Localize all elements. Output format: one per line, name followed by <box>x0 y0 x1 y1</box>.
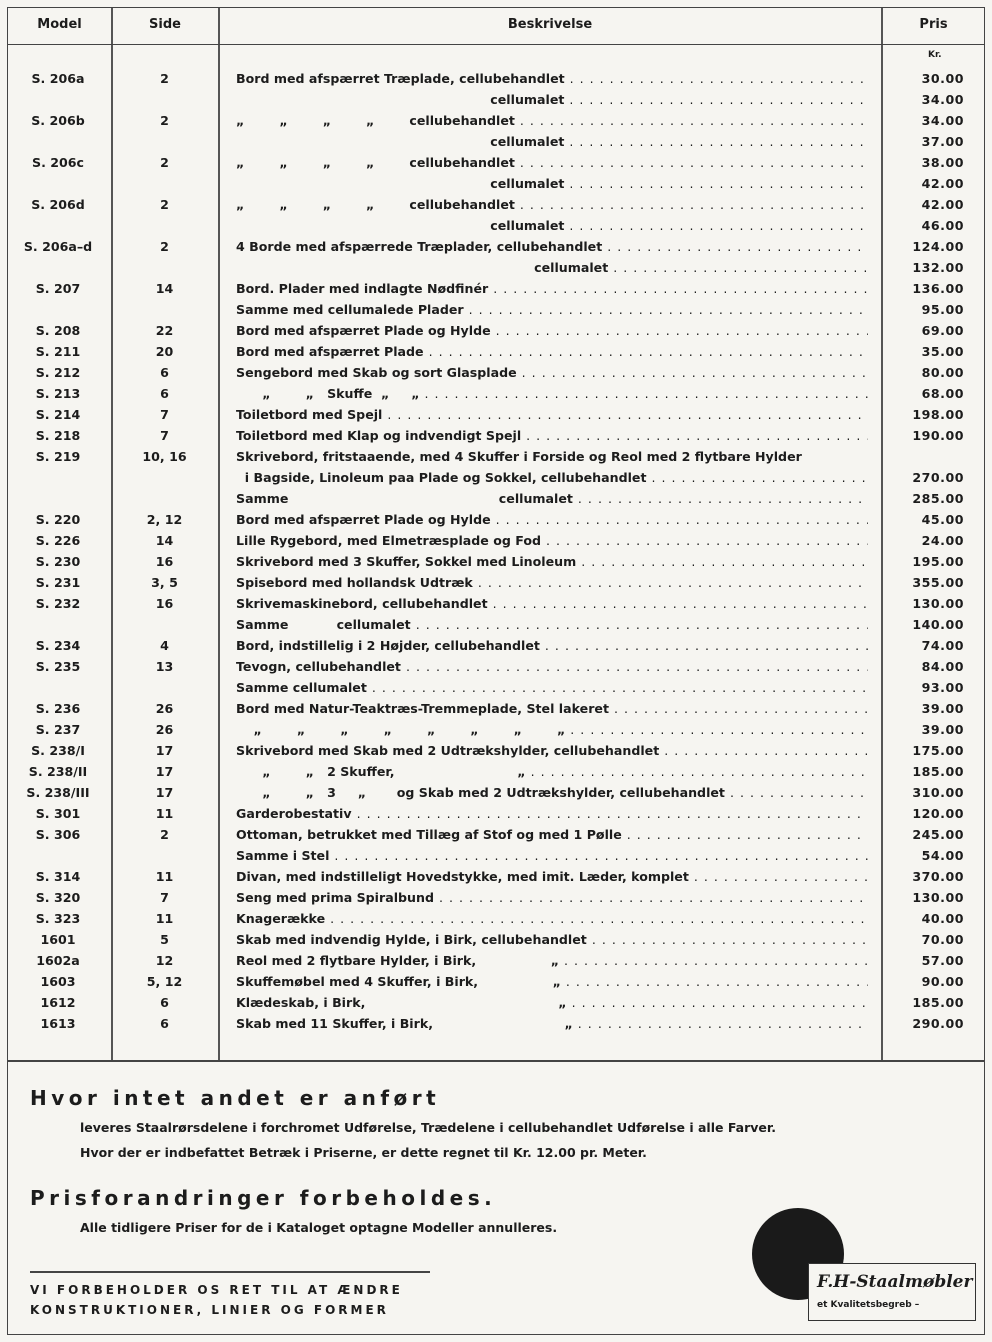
row-model: S. 320 <box>35 890 81 905</box>
footer-note-annulled: Alle tidligere Priser for de i Kataloget optagne Modeller annulleres. <box>80 1220 558 1235</box>
row-model: 1602a <box>36 953 80 968</box>
reserve-rule <box>30 1271 430 1273</box>
row-description: cellumalet . . . <box>236 215 868 236</box>
row-price: 195.00 <box>912 554 964 569</box>
row-description: Skrivemaskinebord, cellubehandlet . . . <box>236 593 868 614</box>
row-side: 2 <box>160 239 169 254</box>
row-description: Samme cellumalet . . . <box>236 614 868 635</box>
table-row <box>8 68 984 89</box>
row-price: 46.00 <box>921 218 964 233</box>
row-side: 7 <box>160 428 169 443</box>
row-side: 2 <box>160 827 169 842</box>
table-row <box>8 530 984 551</box>
row-side: 6 <box>160 365 169 380</box>
row-side: 6 <box>160 995 169 1010</box>
row-price: 132.00 <box>912 260 964 275</box>
row-model: S. 301 <box>35 806 81 821</box>
header-price: Pris <box>919 17 948 32</box>
table-row <box>8 593 984 614</box>
row-price: 245.00 <box>912 827 964 842</box>
row-description: „ „ „ „ cellubehandlet . . . <box>236 194 868 215</box>
table-row <box>8 425 984 446</box>
row-price: 39.00 <box>921 722 964 737</box>
table-row <box>8 299 984 320</box>
row-side: 17 <box>155 743 174 758</box>
row-price: 57.00 <box>921 953 964 968</box>
table-row <box>8 215 984 236</box>
row-description: Bord med Natur-Teaktræs-Tremmeplade, Stel lakeret . . . <box>236 698 868 719</box>
row-description: Skrivebord med 3 Skuffer, Sokkel med Linoleum . . . <box>236 551 868 572</box>
price-table-body <box>8 68 984 1034</box>
row-description: „ „ 2 Skuffer, „ . . . <box>236 761 868 782</box>
row-description: Ottoman, betrukket med Tillæg af Stof og med 1 Pølle . . . <box>236 824 868 845</box>
row-price: 285.00 <box>912 491 964 506</box>
row-description: Seng med prima Spiralbund . . . <box>236 887 868 908</box>
price-list-page <box>7 7 985 1335</box>
row-description: Skab med indvendig Hylde, i Birk, cellubehandlet . . . <box>236 929 868 950</box>
table-row <box>8 467 984 488</box>
table-row <box>8 740 984 761</box>
header-side: Side <box>149 17 181 32</box>
row-description: Garderobestativ . . . <box>236 803 868 824</box>
row-description: „ „ 3 „ og Skab med 2 Udtrækshylder, cellubehandlet . . . <box>236 782 868 803</box>
row-description: „ „ „ „ „ „ „ „ . . . <box>236 719 868 740</box>
table-row <box>8 194 984 215</box>
row-description: Bord, indstillelig i 2 Højder, cellubehandlet . . . <box>236 635 868 656</box>
table-row <box>8 89 984 110</box>
row-model: S. 220 <box>35 512 81 527</box>
row-description: Skab med 11 Skuffer, i Birk, „ . . . <box>236 1013 868 1034</box>
row-side: 22 <box>155 323 174 338</box>
row-model: S. 238/II <box>28 764 88 779</box>
row-price: 140.00 <box>912 617 964 632</box>
row-price: 74.00 <box>921 638 964 653</box>
row-side: 11 <box>155 806 174 821</box>
table-row <box>8 236 984 257</box>
row-side: 20 <box>155 344 174 359</box>
row-model: S. 236 <box>35 701 81 716</box>
row-description: Lille Rygebord, med Elmetræsplade og Fod . . . <box>236 530 868 551</box>
row-description: Bord med afspærret Plade . . . <box>236 341 868 362</box>
row-description: Samme cellumalet . . . <box>236 488 868 509</box>
row-side: 26 <box>155 722 174 737</box>
row-side: 13 <box>155 659 174 674</box>
header-description: Beskrivelse <box>507 17 593 32</box>
row-side: 2 <box>160 71 169 86</box>
row-price: 34.00 <box>921 113 964 128</box>
row-price: 69.00 <box>921 323 964 338</box>
row-price: 37.00 <box>921 134 964 149</box>
table-row <box>8 383 984 404</box>
row-model: S. 219 <box>35 449 81 464</box>
table-row <box>8 446 984 467</box>
row-model: S. 207 <box>35 281 81 296</box>
row-model: S. 238/III <box>26 785 90 800</box>
row-price: 270.00 <box>912 470 964 485</box>
row-model: S. 231 <box>35 575 81 590</box>
row-model: S. 306 <box>35 827 81 842</box>
row-side: 17 <box>155 764 174 779</box>
row-description: Skrivebord, fritstaaende, med 4 Skuffer i Forside og Reol med 2 flytbare Hylder <box>236 449 802 464</box>
table-row <box>8 698 984 719</box>
table-row <box>8 803 984 824</box>
brand-logo <box>808 1263 976 1321</box>
table-header <box>8 8 984 45</box>
row-model: S. 230 <box>35 554 81 569</box>
row-description: 4 Borde med afspærrede Træplader, cellubehandlet . . . <box>236 236 868 257</box>
row-side: 6 <box>160 386 169 401</box>
table-row <box>8 257 984 278</box>
row-description: Skrivebord med Skab med 2 Udtrækshylder, cellubehandlet . . . <box>236 740 868 761</box>
table-row <box>8 845 984 866</box>
row-side: 3, 5 <box>151 575 178 590</box>
row-model: S. 237 <box>35 722 81 737</box>
row-price: 95.00 <box>921 302 964 317</box>
table-row <box>8 887 984 908</box>
row-side: 14 <box>155 533 174 548</box>
footer-note-covering: Hvor der er indbefattet Betræk i Priserne, er dette regnet til Kr. 12.00 pr. Meter. <box>80 1145 647 1160</box>
row-model: S. 234 <box>35 638 81 653</box>
row-model: S. 226 <box>35 533 81 548</box>
row-price: 42.00 <box>921 176 964 191</box>
row-side: 5 <box>160 932 169 947</box>
row-price: 370.00 <box>912 869 964 884</box>
row-model: S. 208 <box>35 323 81 338</box>
reserve-line-2: KONSTRUKTIONER, LINIER OG FORMER <box>30 1303 389 1317</box>
table-row <box>8 824 984 845</box>
row-description: Bord. Plader med indlagte Nødfinér . . . <box>236 278 868 299</box>
row-price: 34.00 <box>921 92 964 107</box>
row-model: S. 238/I <box>31 743 85 758</box>
row-model: S. 206b <box>31 113 85 128</box>
table-row <box>8 971 984 992</box>
row-price: 136.00 <box>912 281 964 296</box>
row-description: Reol med 2 flytbare Hylder, i Birk, „ . . . <box>236 950 868 971</box>
row-price: 355.00 <box>912 575 964 590</box>
row-description: Spisebord med hollandsk Udtræk . . . <box>236 572 868 593</box>
row-model: S. 206c <box>32 155 84 170</box>
table-row <box>8 1013 984 1034</box>
row-price: 175.00 <box>912 743 964 758</box>
header-model: Model <box>37 17 82 32</box>
row-description: „ „ „ „ cellubehandlet . . . <box>236 110 868 131</box>
row-model: S. 323 <box>35 911 81 926</box>
table-row <box>8 866 984 887</box>
footer-divider <box>8 1060 984 1062</box>
row-price: 24.00 <box>921 533 964 548</box>
row-description: Bord med afspærret Plade og Hylde . . . <box>236 320 868 341</box>
table-row <box>8 635 984 656</box>
row-price: 42.00 <box>921 197 964 212</box>
row-model: S. 314 <box>35 869 81 884</box>
row-model: 1603 <box>40 974 76 989</box>
row-price: 84.00 <box>921 659 964 674</box>
table-row <box>8 950 984 971</box>
table-row <box>8 677 984 698</box>
row-description: cellumalet . . . <box>236 89 868 110</box>
logo-tagline: et Kvalitetsbegreb – <box>817 1300 920 1310</box>
table-row <box>8 614 984 635</box>
row-side: 6 <box>160 1016 169 1031</box>
row-model: S. 213 <box>35 386 81 401</box>
table-row <box>8 572 984 593</box>
row-price: 310.00 <box>912 785 964 800</box>
row-side: 7 <box>160 890 169 905</box>
row-side: 5, 12 <box>146 974 183 989</box>
row-description: Bord med afspærret Træplade, cellubehandlet . . . <box>236 68 868 89</box>
table-row <box>8 278 984 299</box>
row-side: 2 <box>160 197 169 212</box>
row-price: 185.00 <box>912 764 964 779</box>
table-row <box>8 152 984 173</box>
row-model: 1612 <box>40 995 76 1010</box>
table-row <box>8 719 984 740</box>
row-description: Tevogn, cellubehandlet . . . <box>236 656 868 677</box>
row-description: i Bagside, Linoleum paa Plade og Sokkel, cellubehandlet . . . <box>236 467 868 488</box>
table-row <box>8 341 984 362</box>
row-price: 120.00 <box>912 806 964 821</box>
row-model: S. 235 <box>35 659 81 674</box>
table-row <box>8 782 984 803</box>
row-model: 1601 <box>40 932 76 947</box>
row-side: 14 <box>155 281 174 296</box>
row-description: cellumalet . . . <box>236 173 868 194</box>
row-price: 93.00 <box>921 680 964 695</box>
row-description: Knagerække . . . <box>236 908 868 929</box>
row-side: 4 <box>160 638 169 653</box>
row-description: Divan, med indstilleligt Hovedstykke, med imit. Læder, komplet . . . <box>236 866 868 887</box>
row-description: Samme i Stel . . . <box>236 845 868 866</box>
row-description: Klædeskab, i Birk, „ . . . <box>236 992 868 1013</box>
row-model: S. 206a–d <box>23 239 93 254</box>
row-description: cellumalet . . . <box>236 257 868 278</box>
row-side: 11 <box>155 869 174 884</box>
row-side: 2 <box>160 113 169 128</box>
row-description: Samme cellumalet . . . <box>236 677 868 698</box>
row-description: Samme med cellumalede Plader . . . <box>236 299 868 320</box>
row-price: 30.00 <box>921 71 964 86</box>
row-price: 40.00 <box>921 911 964 926</box>
row-model: S. 212 <box>35 365 81 380</box>
row-price: 35.00 <box>921 344 964 359</box>
row-model: 1613 <box>40 1016 76 1031</box>
footer-heading-default: Hvor intet andet er anført <box>30 1086 441 1110</box>
row-price: 80.00 <box>921 365 964 380</box>
row-model: S. 206a <box>31 71 85 86</box>
row-model: S. 206d <box>31 197 85 212</box>
row-side: 17 <box>155 785 174 800</box>
row-side: 11 <box>155 911 174 926</box>
row-side: 16 <box>155 596 174 611</box>
row-side: 7 <box>160 407 169 422</box>
row-description: „ „ „ „ cellubehandlet . . . <box>236 152 868 173</box>
logo-wordmark: F.H-Staalmøbler <box>817 1272 973 1292</box>
row-side: 12 <box>155 953 174 968</box>
table-row <box>8 320 984 341</box>
row-side: 2, 12 <box>146 512 183 527</box>
row-side: 26 <box>155 701 174 716</box>
footer-note-finish: leveres Staalrørsdelene i forchromet Udførelse, Trædelene i cellubehandlet Udførelse i alle Farver. <box>80 1120 776 1135</box>
row-price: 39.00 <box>921 701 964 716</box>
row-price: 70.00 <box>921 932 964 947</box>
row-model: S. 232 <box>35 596 81 611</box>
row-model: S. 211 <box>35 344 81 359</box>
row-price: 185.00 <box>912 995 964 1010</box>
table-row <box>8 173 984 194</box>
table-row <box>8 908 984 929</box>
row-side: 10, 16 <box>142 449 187 464</box>
row-price: 90.00 <box>921 974 964 989</box>
table-row <box>8 509 984 530</box>
row-price: 54.00 <box>921 848 964 863</box>
table-row <box>8 551 984 572</box>
row-price: 124.00 <box>912 239 964 254</box>
row-price: 290.00 <box>912 1016 964 1031</box>
table-row <box>8 761 984 782</box>
currency-label: Kr. <box>928 50 942 60</box>
row-model: S. 214 <box>35 407 81 422</box>
table-row <box>8 929 984 950</box>
row-description: Skuffemøbel med 4 Skuffer, i Birk, „ . . . <box>236 971 868 992</box>
row-price: 130.00 <box>912 596 964 611</box>
row-description: Sengebord med Skab og sort Glasplade . . . <box>236 362 868 383</box>
table-row <box>8 404 984 425</box>
table-row <box>8 131 984 152</box>
row-side: 16 <box>155 554 174 569</box>
table-row <box>8 362 984 383</box>
row-description: Toiletbord med Klap og indvendigt Spejl . . . <box>236 425 868 446</box>
table-row <box>8 110 984 131</box>
row-price: 45.00 <box>921 512 964 527</box>
row-price: 198.00 <box>912 407 964 422</box>
row-price: 190.00 <box>912 428 964 443</box>
footer-heading-price-changes: Prisforandringer forbeholdes. <box>30 1186 497 1210</box>
row-description: Bord med afspærret Plade og Hylde . . . <box>236 509 868 530</box>
row-side: 2 <box>160 155 169 170</box>
table-row <box>8 992 984 1013</box>
row-price: 68.00 <box>921 386 964 401</box>
row-price: 38.00 <box>921 155 964 170</box>
row-model: S. 218 <box>35 428 81 443</box>
row-description: Toiletbord med Spejl . . . <box>236 404 868 425</box>
row-description: „ „ Skuffe „ „ . . . <box>236 383 868 404</box>
table-row <box>8 488 984 509</box>
table-row <box>8 656 984 677</box>
row-price: 130.00 <box>912 890 964 905</box>
reserve-line-1: VI FORBEHOLDER OS RET TIL AT ÆNDRE <box>30 1283 403 1297</box>
row-description: cellumalet . . . <box>236 131 868 152</box>
